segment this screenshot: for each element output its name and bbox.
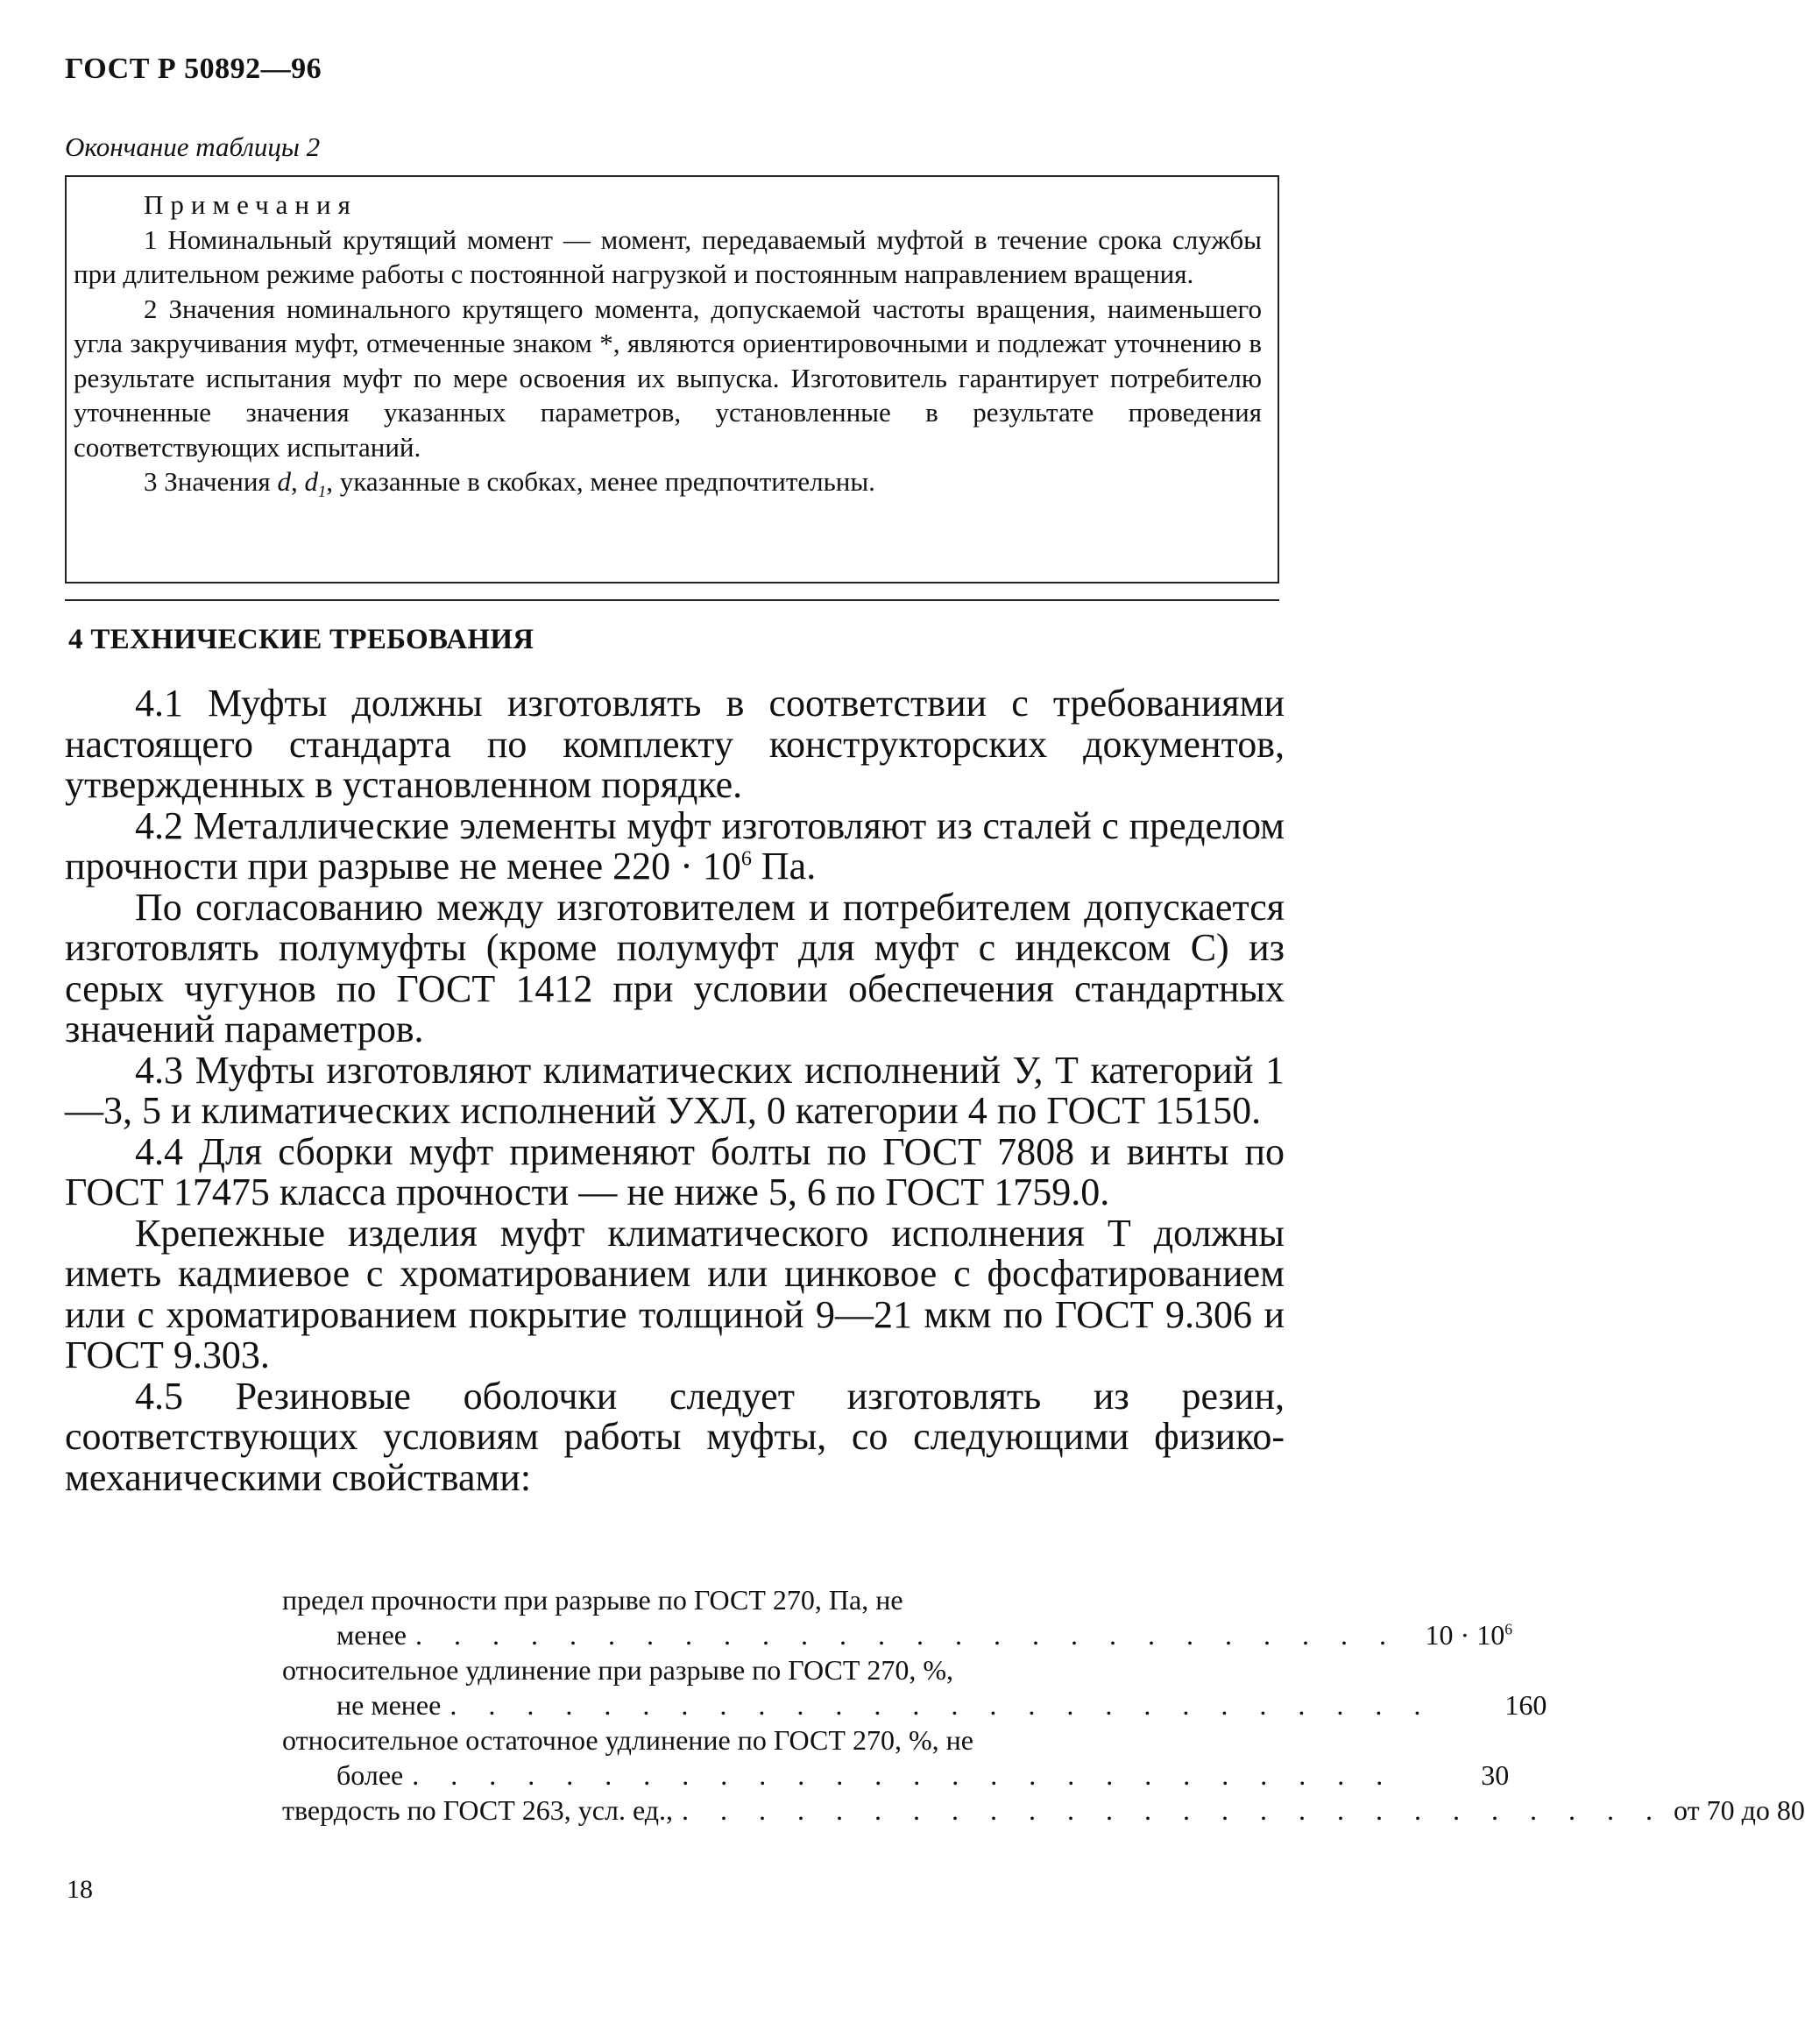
note-3-var-d1-base: d: [304, 466, 318, 497]
property-value: 30: [1481, 1759, 1510, 1791]
leader-dots: . . . . . . . . . . . . . . . . . . . . . . . . . .: [412, 1759, 1396, 1791]
property-residual-elongation: [282, 1722, 1510, 1793]
property-label-cont: менее: [336, 1619, 407, 1651]
section-heading: 4 ТЕХНИЧЕСКИЕ ТРЕБОВАНИЯ: [68, 624, 534, 655]
paragraph-4-2-agreement: По согласованию между изготовителем и потребителем допускается изготовлять полумуфты (кроме полумуфт для муфт с индексом С) из серых чугунов по ГОСТ 1412 при условии обеспечения стандартных значений параметров.: [65, 885, 1285, 1050]
table-caption: Окончание таблицы 2: [65, 131, 321, 162]
note-item-3: [74, 464, 1262, 502]
property-hardness: [282, 1793, 1805, 1828]
note-3-suffix: , указанные в скобках, менее предпочтительны.: [326, 466, 875, 497]
property-value-base: 10 · 10: [1425, 1619, 1505, 1651]
property-label: твердость по ГОСТ 263, усл. ед.,: [282, 1794, 673, 1826]
note-item-2: 2 Значения номинального крутящего момента, допускаемой частоты вращения, наименьшего угла закручивания муфт, отмеченные знаком *, являются ориентировочными и подлежат уточнению в результате испытания муфт по мере освоения их выпуска. Изготовитель гарантирует потребителю уточненные значения указанных параметров, установленные в результате проведения соответствующих испытаний.: [74, 293, 1262, 463]
note-3-prefix: 3 Значения: [144, 466, 278, 497]
notes-box: [65, 175, 1279, 583]
page-number: 18: [67, 1875, 93, 1904]
paragraph-4-5: 4.5 Резиновые оболочки следует изготовлять из резин, соответствующих условиям работы муфты, со следующими физико-механическими свойствами:: [65, 1374, 1285, 1499]
paragraph-4-3: 4.3 Муфты изготовляют климатических исполнений У, Т категорий 1—3, 5 и климатических исполнений УХЛ, 0 категории 4 по ГОСТ 15150.: [65, 1048, 1285, 1132]
property-label-cont: не менее: [336, 1689, 442, 1721]
paragraph-4-2-text: 4.2 Металлические элементы муфт изготовляют из сталей с пределом прочности при разрыве не менее 220 · 10: [65, 803, 1285, 888]
paragraph-4-4-fasteners: Крепежные изделия муфт климатического исполнения Т должны иметь кадмиевое с хроматированием или цинковое с фосфатированием или с хроматированием покрытие толщиной 9—21 мкм по ГОСТ 9.306 и ГОСТ 9.303.: [65, 1211, 1285, 1376]
paragraph-4-2: [65, 803, 1285, 888]
note-3-var-d1: [304, 466, 327, 502]
property-value: от 70 до 80: [1674, 1794, 1805, 1826]
notes-heading: Примечания: [144, 189, 357, 220]
property-label-cont: более: [336, 1759, 404, 1791]
property-value: 160: [1504, 1689, 1547, 1721]
leader-dots: . . . . . . . . . . . . . . . . . . . . . . . . . .: [449, 1689, 1433, 1721]
paragraph-4-4: 4.4 Для сборки муфт применяют болты по ГОСТ 7808 и винты по ГОСТ 17475 класса прочности — не ниже 5, 6 по ГОСТ 1759.0.: [65, 1129, 1285, 1213]
property-label: относительное удлинение при разрыве по ГОСТ 270, %,: [282, 1654, 954, 1686]
leader-dots: . . . . . . . . . . . . . . . . . . . . . . . . . .: [682, 1794, 1665, 1826]
property-value-exponent: 6: [1504, 1620, 1512, 1638]
property-elongation: [282, 1652, 1547, 1722]
property-value-row: [282, 1758, 1510, 1793]
property-value-row: [282, 1793, 1805, 1828]
property-label: относительное остаточное удлинение по ГОСТ 270, %, не: [282, 1724, 973, 1756]
section-body: [65, 683, 1285, 1498]
note-3-var-d1-subscript: 1: [317, 483, 327, 502]
paragraph-4-2-exponent: 6: [740, 846, 752, 871]
document-code: ГОСТ Р 50892—96: [65, 53, 322, 85]
leader-dots: . . . . . . . . . . . . . . . . . . . . . . . . . .: [414, 1619, 1398, 1651]
notes-bottom-rule: [65, 599, 1279, 601]
note-item-1: 1 Номинальный крутящий момент — момент, передаваемый муфтой в течение срока службы при длительном режиме работы с постоянной нагрузкой и постоянным направлением вращения.: [74, 223, 1262, 289]
property-value: [1407, 1617, 1512, 1652]
paragraph-4-1: 4.1 Муфты должны изготовлять в соответствии с требованиями настоящего стандарта по комплекту конструкторских документов, утвержденных в установленном порядке.: [65, 682, 1285, 806]
property-value-row: [282, 1687, 1547, 1722]
property-label: предел прочности при разрыве по ГОСТ 270, Па, не: [282, 1584, 903, 1616]
note-3-separator: ,: [290, 466, 305, 497]
notes-content: [74, 187, 1262, 502]
note-3-var-d: d: [277, 466, 291, 497]
paragraph-4-2-unit: Па.: [751, 845, 817, 888]
